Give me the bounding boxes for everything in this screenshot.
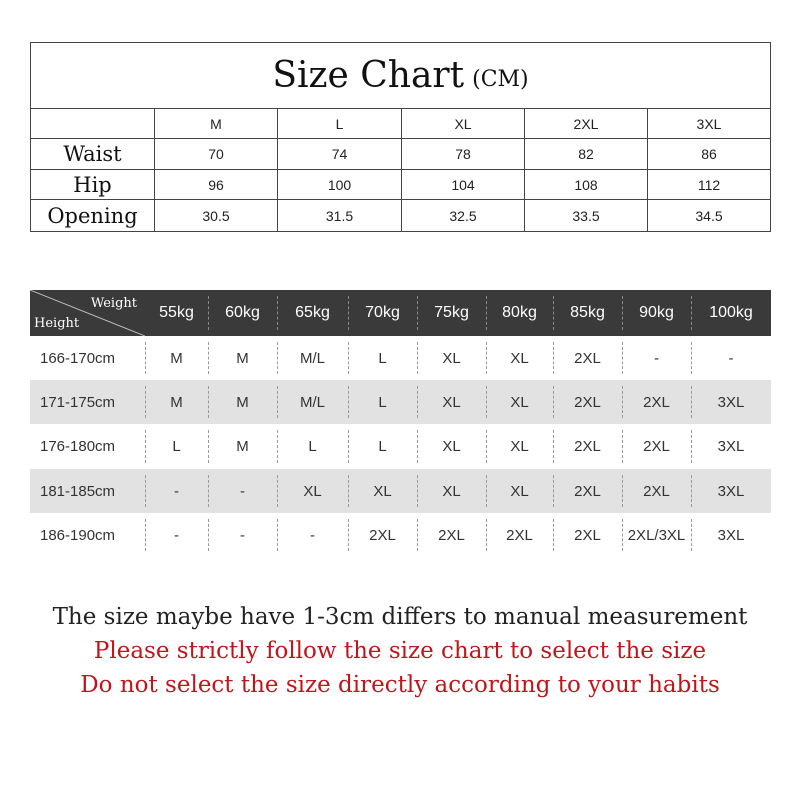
recommended-size-cell: 2XL	[553, 336, 622, 380]
recommended-size-cell: 3XL	[691, 424, 771, 469]
measurement-value: 32.5	[402, 200, 525, 231]
recommended-size-cell: XL	[417, 380, 486, 424]
recommended-size-cell: XL	[277, 469, 348, 513]
size-chart-table	[30, 42, 771, 232]
size-header-cell: L	[278, 109, 402, 139]
measurement-label: Waist	[31, 139, 155, 170]
weight-header-cell: 100kg	[691, 290, 771, 336]
measurement-value: 108	[525, 170, 648, 200]
weight-header-cell: 55kg	[145, 290, 208, 336]
note-measurement-difference: The size maybe have 1-3cm differs to manual measurement	[52, 604, 748, 630]
recommended-size-cell: M/L	[277, 336, 348, 380]
weight-header-cell: 65kg	[277, 290, 348, 336]
recommended-size-cell: 2XL	[622, 424, 691, 469]
measurement-value: 100	[278, 170, 402, 200]
recommended-size-cell: -	[277, 513, 348, 557]
recommended-size-cell: XL	[348, 469, 417, 513]
recommended-size-cell: XL	[417, 424, 486, 469]
weight-header-cell: 80kg	[486, 290, 553, 336]
measurement-value: 30.5	[155, 200, 278, 231]
recommended-size-cell: L	[348, 424, 417, 469]
measurement-value: 70	[155, 139, 278, 170]
size-header-cell: XL	[402, 109, 525, 139]
height-label: 171-175cm	[30, 380, 145, 424]
recommended-size-cell: 3XL	[691, 469, 771, 513]
recommended-size-cell: L	[348, 380, 417, 424]
size-notes	[0, 600, 800, 702]
size-header-cell: M	[155, 109, 278, 139]
recommended-size-cell: XL	[486, 380, 553, 424]
size-header-cell: 2XL	[525, 109, 648, 139]
height-label: 186-190cm	[40, 526, 116, 544]
height-label: 166-170cm	[40, 349, 116, 367]
weight-header-cell: 90kg	[622, 290, 691, 336]
recommended-size-cell: 2XL	[553, 424, 622, 469]
size-chart-title	[31, 43, 770, 109]
weight-header-cell: 85kg	[553, 290, 622, 336]
recommended-size-cell: 2XL	[486, 513, 553, 557]
recommended-size-cell: 2XL	[553, 380, 622, 424]
measurement-value: 78	[402, 139, 525, 170]
recommended-size-cell: -	[691, 336, 771, 380]
measurement-value: 34.5	[695, 207, 723, 224]
recommended-size-cell: -	[208, 469, 277, 513]
weight-header-cell: 75kg	[417, 290, 486, 336]
size-chart-corner-cell	[31, 109, 155, 139]
recommended-size-cell: -	[145, 513, 208, 557]
recommended-size-cell: M	[145, 380, 208, 424]
weight-header-cell: 60kg	[208, 290, 277, 336]
recommended-size-cell: M/L	[277, 380, 348, 424]
weight-header-cell: 70kg	[348, 290, 417, 336]
measurement-value: 82	[525, 139, 648, 170]
recommended-size-cell: M	[208, 336, 277, 380]
measurement-label: Opening	[31, 200, 155, 231]
weight-axis-label: Weight	[90, 296, 137, 311]
height-label: 176-180cm	[40, 438, 116, 455]
measurement-value: 74	[278, 139, 402, 170]
recommended-size-cell: 2XL/3XL	[622, 513, 691, 557]
note-not-by-habit: Do not select the size directly according to your habits	[80, 672, 720, 698]
size-chart-title-text: Size Chart	[272, 55, 465, 96]
size-header-cell: 3XL	[648, 109, 770, 139]
recommended-size-cell: L	[145, 424, 208, 469]
recommended-size-cell: M	[208, 380, 277, 424]
measurement-value: 33.5	[525, 200, 648, 231]
recommended-size-cell: XL	[486, 336, 553, 380]
recommended-size-cell: XL	[417, 336, 486, 380]
recommended-size-cell: 2XL	[417, 513, 486, 557]
measurement-value: 31.5	[278, 200, 402, 231]
recommended-size-cell: -	[145, 469, 208, 513]
recommended-size-cell: 2XL	[348, 513, 417, 557]
recommended-size-cell: 2XL	[622, 469, 691, 513]
recommended-size-cell: L	[348, 336, 417, 380]
measurement-value: 86	[648, 139, 770, 170]
recommended-size-cell: M	[145, 336, 208, 380]
measurement-value: 112	[648, 170, 770, 200]
recommended-size-cell: L	[277, 424, 348, 469]
recommended-size-cell: 3XL	[691, 380, 771, 424]
recommended-size-cell: 2XL	[553, 469, 622, 513]
recommended-size-cell: XL	[417, 469, 486, 513]
recommended-size-cell: -	[208, 513, 277, 557]
recommended-size-cell: XL	[486, 469, 553, 513]
recommended-size-cell: XL	[486, 424, 553, 469]
size-chart-grid	[31, 109, 770, 231]
recommended-size-cell: 2XL	[553, 513, 622, 557]
measurement-value: 104	[402, 170, 525, 200]
note-follow-size-chart: Please strictly follow the size chart to select the size	[93, 638, 707, 664]
weight-height-table	[30, 290, 771, 557]
height-label: 181-185cm	[30, 469, 145, 513]
recommended-size-cell: M	[208, 424, 277, 469]
recommended-size-cell: 2XL	[622, 380, 691, 424]
table-corner-header	[30, 290, 145, 336]
measurement-value: 96	[155, 170, 278, 200]
height-axis-label: Height	[34, 316, 80, 331]
size-chart-unit: (CM)	[472, 67, 529, 92]
measurement-label: Hip	[31, 170, 155, 200]
recommended-size-cell: -	[622, 336, 691, 380]
recommended-size-cell: 3XL	[691, 513, 771, 557]
